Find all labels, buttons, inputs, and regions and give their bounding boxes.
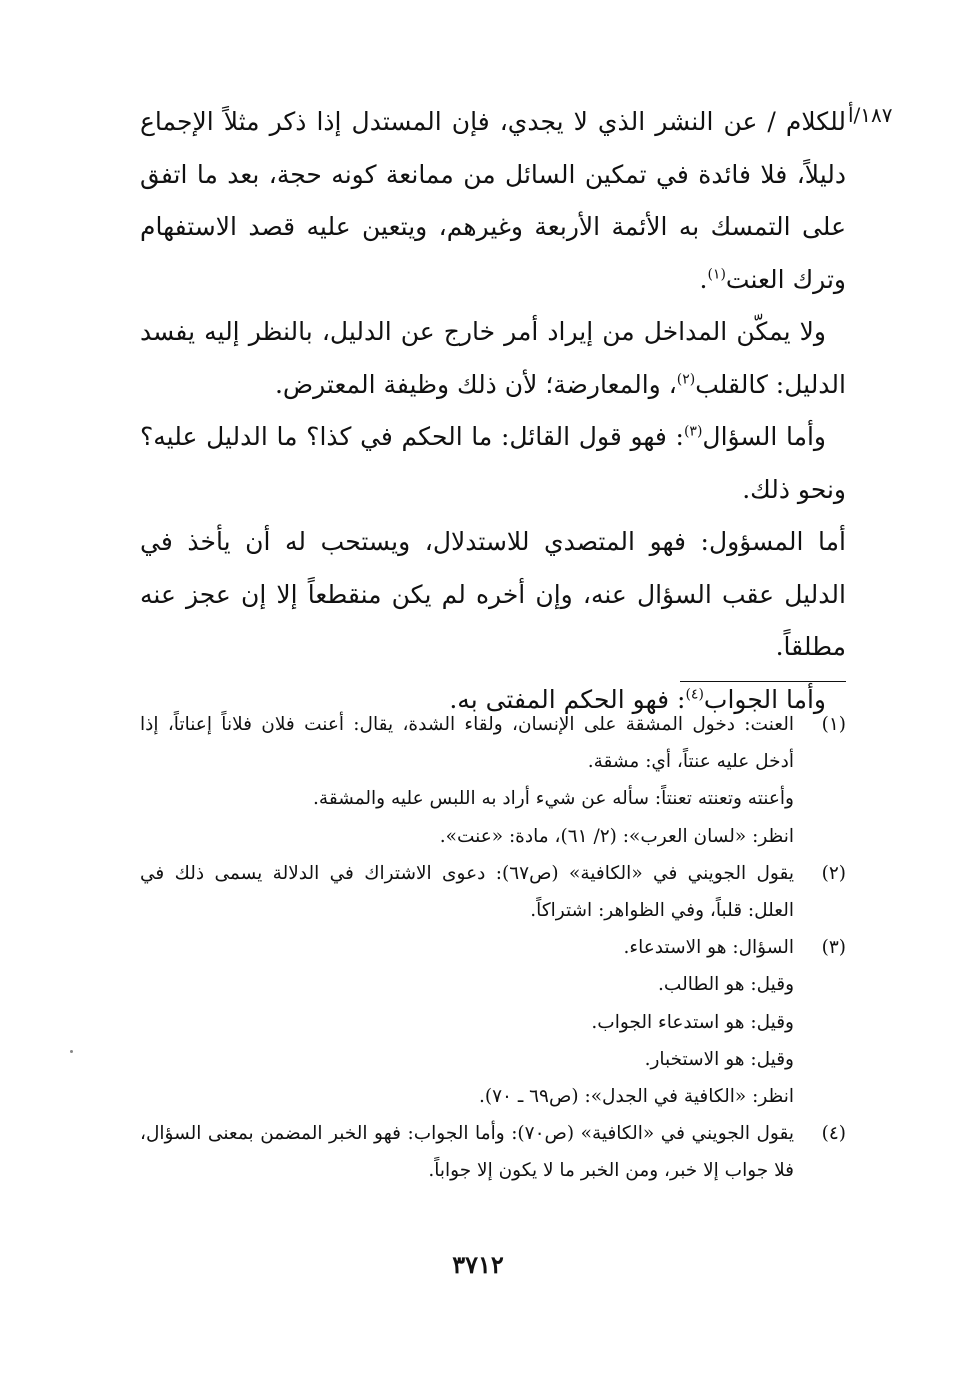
footnote-ref-1[interactable]: (١) [707, 266, 726, 283]
footnote-number: (٢) [821, 862, 846, 884]
paragraph-1-end: . [699, 264, 708, 294]
footnote-line: وقيل: هو استدعاء الجواب. [591, 1011, 794, 1033]
footnote-line: وقيل: هو الاستخبار. [644, 1048, 794, 1070]
footnote-number: (١) [821, 714, 846, 735]
footnote-3 [140, 929, 846, 1115]
paragraph-1 [140, 96, 846, 306]
scan-speck [70, 1050, 73, 1053]
footnote-body [140, 855, 794, 929]
footnote-separator [680, 681, 846, 682]
paragraph-3 [140, 411, 846, 516]
footnote-number: (٣) [821, 937, 846, 959]
footnote-line: انظر: «الكافية في الجدل»: (ص٦٩ ـ ٧٠). [478, 1086, 794, 1108]
margin-folio-reference: ١٨٧/أ [848, 103, 893, 127]
footnote-line: السؤال: هو الاستدعاء. [623, 937, 794, 959]
footnote-ref-3[interactable]: (٣) [683, 423, 703, 440]
footnote-line: العنت: دخول المشقة على الإنسان، ولقاء الشدة، يقال: أعنت فلان فلاناً إعناتاً، إذا أدخل عليه عنتاً، أي: مشقة. [140, 714, 794, 773]
footnote-2 [140, 855, 846, 929]
footnote-body [140, 929, 794, 1115]
footnote-line: وأعنته وتعنته تعنتاً: سأله عن شيء أراد به اللبس عليه والمشقة. [313, 788, 794, 810]
paragraph-5-text-b: : فهو الحكم المفتى به. [449, 684, 686, 714]
footnote-ref-4[interactable]: (٤) [685, 686, 704, 703]
page-number: ٣٧١٢ [452, 1250, 504, 1279]
footnote-1 [140, 706, 846, 855]
footnotes [140, 706, 846, 1190]
footnote-body [140, 1115, 794, 1189]
paragraph-1-text: للكلام / عن النشر الذي لا يجدي، فإن المستدل إذا ذكر مثلاً الإجماع دليلاً، فلا فائدة في تمكين السائل من ممانعة كونه حجة، بعد ما اتفق على التمسك به الأئمة الأربعة وغيرهم، ويتعين عليه قصد الاستفهام وترك العنت [140, 107, 847, 294]
paragraph-2-text-a: ولا يمكّن المداخل من إيراد أمر خارج عن الدليل، بالنظر إليه يفسد الدليل: كالقلب [140, 317, 846, 399]
paragraph-3-text-b: : فهو قول القائل: ما الحكم في كذا؟ ما الدليل عليه؟ ونحو ذلك. [140, 422, 846, 504]
footnote-line: يقول الجويني في «الكافية» (ص٧٠): وأما الجواب: فهو الخبر المضمن بمعنى السؤال، فلا جواب إلا خبر، ومن الخبر ما لا يكون إلا جواباً. [140, 1123, 794, 1182]
footnote-line: انظر: «لسان العرب»: (٢/ ٦١)، مادة: «عنت». [439, 825, 794, 847]
paragraph-3-text-a: وأما السؤال [702, 422, 826, 451]
main-text [140, 96, 846, 726]
footnote-line: يقول الجويني في «الكافية» (ص٦٧): دعوى الاشتراك في الدلالة يسمى ذلك في العلل: قلباً، وفي الظواهر: اشتراكاً. [140, 862, 794, 922]
paragraph-2 [140, 306, 846, 411]
paragraph-2-text-b: ، والمعارضة؛ لأن ذلك وظيفة المعترض. [274, 369, 677, 399]
footnote-4 [140, 1115, 846, 1189]
footnote-number: (٤) [821, 1123, 846, 1145]
footnote-ref-2[interactable]: (٢) [676, 371, 696, 388]
paragraph-4: أما المسؤول: فهو المتصدي للاستدلال، ويستحب له أن يأخذ في الدليل عقب السؤال عنه، وإن أخره لم يكن منقطعاً إلا إن عجز عنه مطلقاً. [140, 527, 846, 661]
paragraph-5-text-a: وأما الجواب [703, 684, 826, 714]
footnote-line: وقيل: هو الطالب. [658, 974, 794, 996]
footnote-body [140, 706, 794, 855]
